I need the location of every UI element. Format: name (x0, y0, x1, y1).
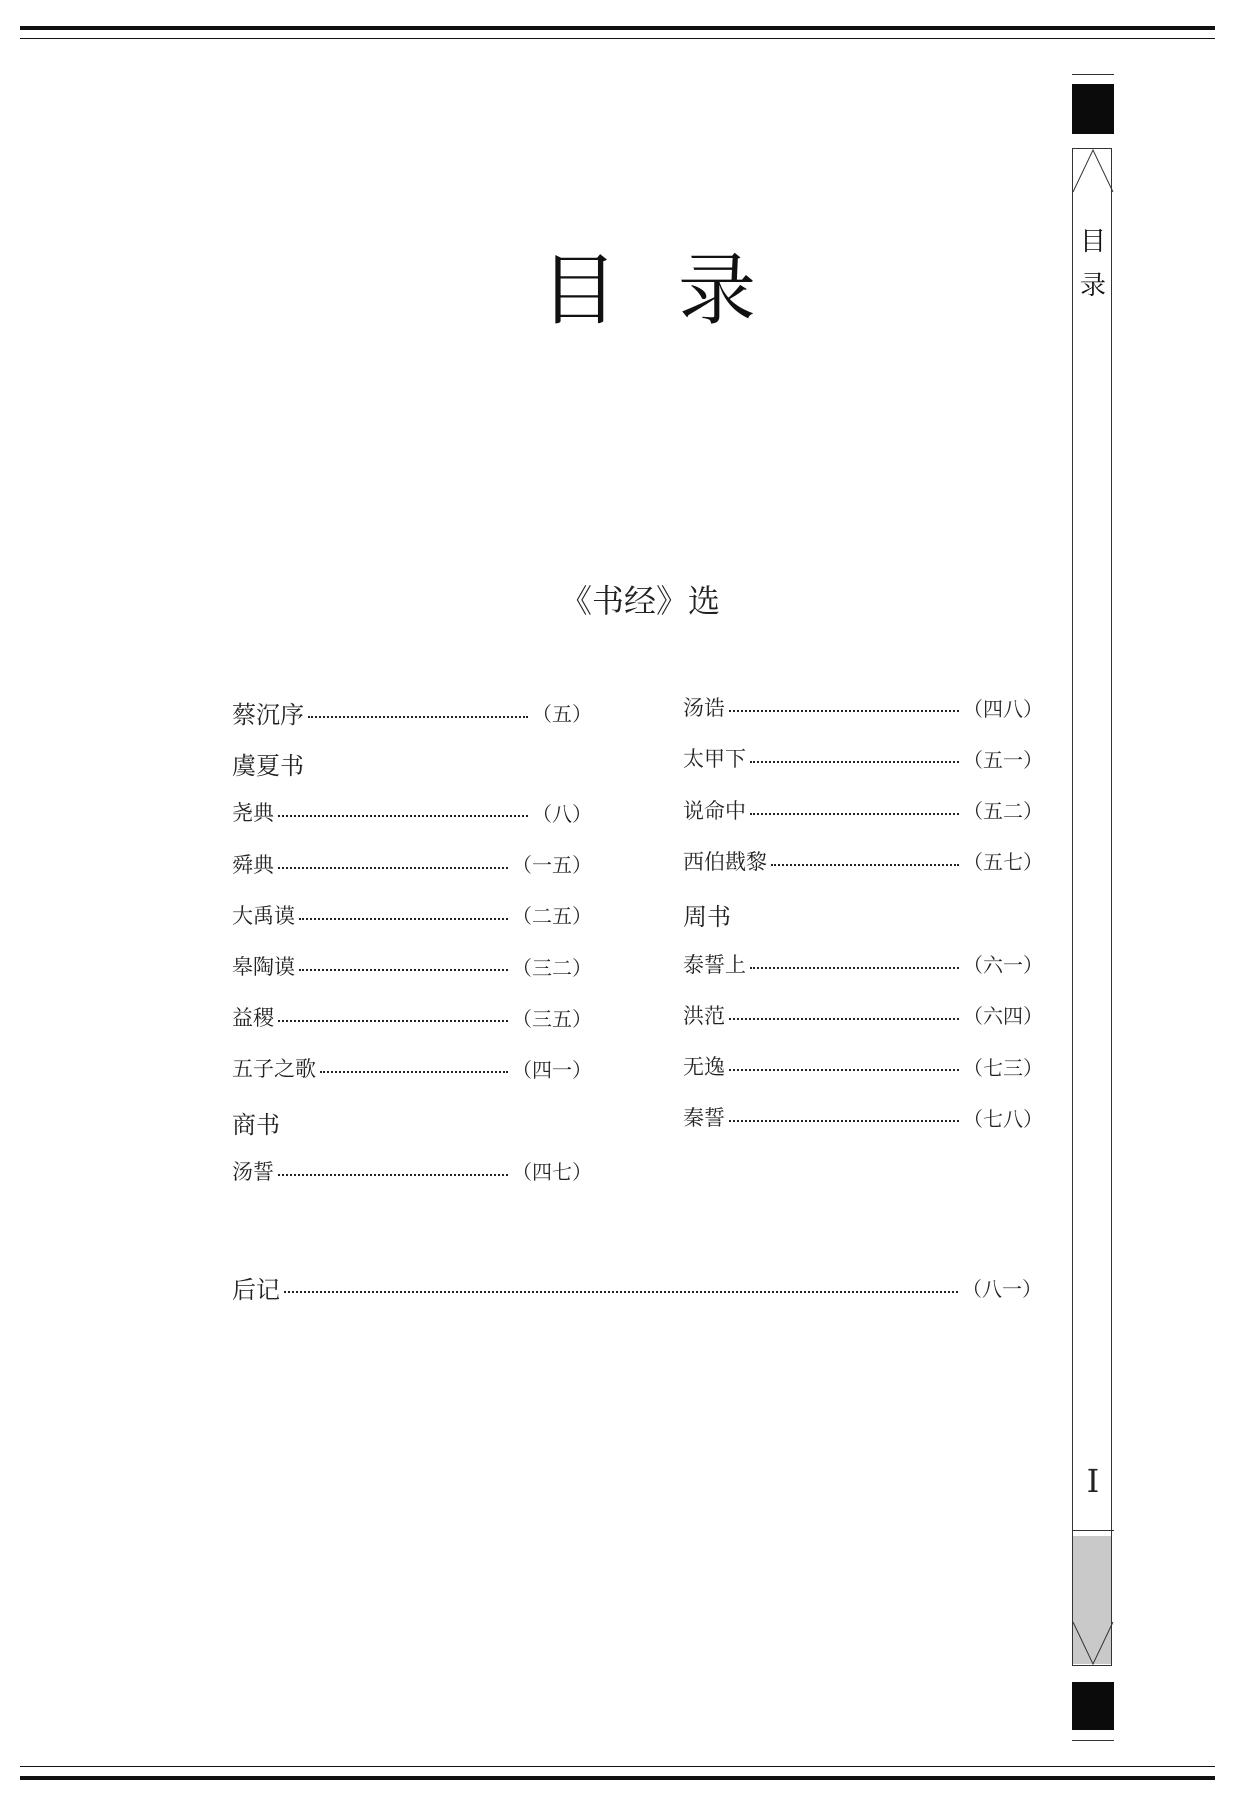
toc-dot-leader (278, 867, 508, 869)
spine-label-char: 目 (1079, 227, 1106, 257)
toc-dot-leader (729, 710, 959, 712)
toc-entry-name: 皋陶谟 (232, 955, 295, 979)
toc-entry[interactable] (232, 1156, 592, 1186)
spine-gray-top-line (1072, 1530, 1114, 1531)
toc-dot-leader (284, 1291, 958, 1293)
spine-page-number: I (1086, 1462, 1100, 1500)
spine-chevron-bottom (1072, 1616, 1114, 1666)
toc-dot-leader (278, 1020, 508, 1022)
toc-entry-page: （四八） (963, 696, 1043, 721)
toc-entry-name: 舜典 (232, 852, 274, 877)
book-title: 《书经》选 (559, 582, 720, 620)
toc-entry[interactable] (683, 1102, 1043, 1132)
toc-entry-page: （五一） (963, 747, 1043, 772)
toc-entry-name: 太甲下 (683, 747, 746, 772)
toc-entry-name: 尧典 (232, 801, 274, 826)
toc-entry-page: （六四） (963, 1004, 1043, 1029)
toc-entry-name: 西伯戡黎 (683, 849, 767, 874)
spine-bottom-line (1072, 1740, 1114, 1741)
toc-entry-page: （八一） (962, 1277, 1042, 1301)
toc-entry[interactable] (683, 1000, 1043, 1030)
spine-label (1072, 220, 1114, 308)
toc-entry[interactable] (683, 692, 1043, 722)
toc-entry-name: 秦誓 (683, 1106, 725, 1131)
toc-entry[interactable] (683, 743, 1043, 773)
toc-entry-afterword[interactable] (232, 1270, 1042, 1305)
toc-entry-page: （七八） (963, 1106, 1043, 1131)
toc-entry-page: （五七） (963, 850, 1043, 875)
toc-dot-leader (750, 761, 959, 763)
bottom-rule-thin (20, 1766, 1215, 1767)
toc-entry-page: （一五） (512, 853, 592, 878)
toc-entry-name: 五子之歌 (232, 1057, 316, 1082)
spine-bottom-block (1072, 1682, 1114, 1730)
toc-entry-page: （三二） (512, 955, 592, 980)
toc-dot-leader (729, 1018, 959, 1020)
toc-entry-page: （四一） (512, 1057, 592, 1082)
toc-dot-leader (729, 1120, 959, 1122)
toc-entry[interactable] (232, 1002, 592, 1032)
spine-top-line (1072, 74, 1114, 75)
toc-entry-page: （二五） (512, 904, 592, 929)
toc-dot-leader (308, 716, 528, 718)
toc-entry-name: 泰誓上 (683, 952, 746, 977)
toc-dot-leader (278, 1174, 508, 1176)
top-rule-thin (20, 38, 1215, 39)
spine-label-char: 录 (1079, 271, 1106, 301)
toc-dot-leader (299, 918, 508, 920)
toc-entry-page: （六一） (963, 953, 1043, 977)
toc-dot-leader (729, 1069, 959, 1071)
toc-entry-name: 后记 (232, 1276, 280, 1304)
toc-entry[interactable] (232, 900, 592, 930)
toc-entry-page: （五二） (963, 799, 1043, 824)
toc-entry-name: 大禹谟 (232, 903, 295, 928)
toc-dot-leader (299, 969, 508, 971)
toc-dot-leader (771, 864, 959, 866)
toc-entry-name: 汤诰 (683, 696, 725, 720)
spine-frame (1072, 148, 1112, 1666)
toc-entry[interactable] (232, 695, 592, 730)
toc-entry-name: 益稷 (232, 1006, 274, 1031)
toc-entry-name: 洪范 (683, 1003, 725, 1028)
toc-entry[interactable] (232, 951, 592, 981)
bottom-rule-thick (20, 1776, 1215, 1780)
toc-entry-name: 说命中 (683, 798, 746, 823)
page-title: 目录 (540, 246, 817, 336)
toc-dot-leader (750, 813, 959, 815)
toc-dot-leader (320, 1071, 508, 1073)
toc-section-heading: 虞夏书 (232, 752, 304, 781)
toc-entry-name: 汤誓 (232, 1159, 274, 1184)
toc-entry-name: 蔡沉序 (232, 701, 304, 729)
toc-entry[interactable] (232, 797, 592, 827)
toc-entry-page: （四七） (512, 1160, 592, 1185)
toc-dot-leader (278, 815, 528, 817)
toc-entry[interactable] (232, 1053, 592, 1083)
toc-entry[interactable] (232, 849, 592, 879)
spine-top-block (1072, 84, 1114, 134)
toc-entry[interactable] (683, 846, 1043, 876)
toc-entry[interactable] (683, 795, 1043, 825)
toc-dot-leader (750, 967, 959, 969)
toc-entry-page: （七三） (963, 1055, 1043, 1080)
toc-entry-page: （五） (532, 702, 592, 726)
toc-section-heading: 周书 (683, 903, 731, 932)
top-rule-thick (20, 26, 1215, 30)
toc-section-heading: 商书 (232, 1110, 280, 1139)
toc-entry[interactable] (683, 949, 1043, 979)
toc-entry-page: （三五） (512, 1006, 592, 1031)
toc-entry-name: 无逸 (683, 1055, 725, 1080)
toc-entry[interactable] (683, 1051, 1043, 1081)
spine-chevron-top (1072, 148, 1114, 198)
toc-entry-page: （八） (532, 801, 592, 826)
